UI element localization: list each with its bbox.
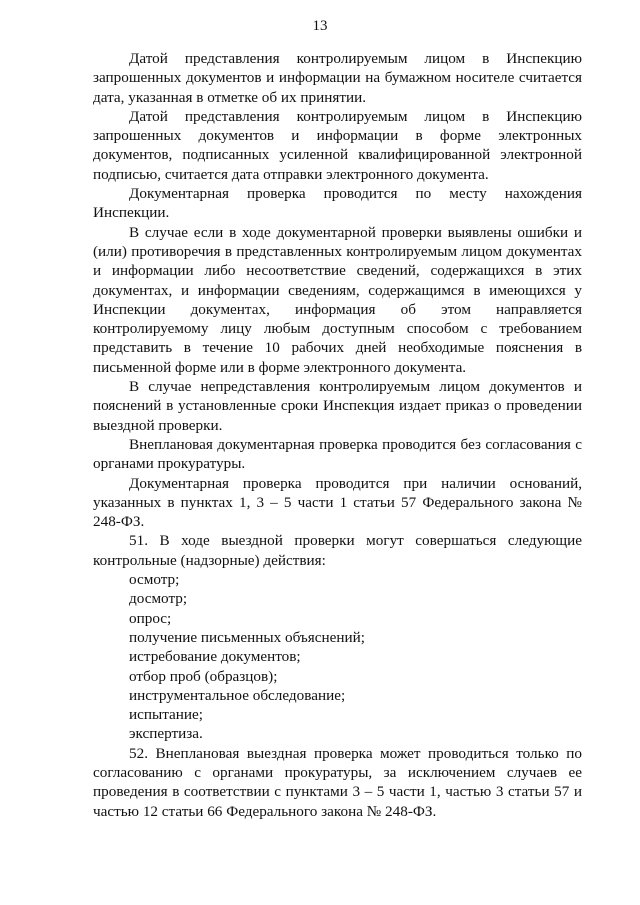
- action-list-item: истребование документов;: [129, 648, 301, 666]
- action-list-item: отбор проб (образцов);: [129, 667, 278, 685]
- paragraph-unscheduled-check: Внеплановая документарная проверка проводится без согласования с органами прокуратуры.: [93, 435, 582, 473]
- paragraph-errors-found: В случае если в ходе документарной проверки выявлены ошибки и (или) противоречия в представленных контролируемым лицом документах и информации либо несоответствие сведений, содержащихся в этих документах, и информации сведениям, содержащимся в имеющихся у Инспекции документах, информация об этом направляется контролируемому лицу любым доступным способом с требованием представить в течение 10 рабочих дней необходимые пояснения в письменной форме или в форме электронного документа.: [93, 223, 582, 376]
- paragraph-submission-paper: Датой представления контролируемым лицом в Инспекцию запрошенных документов и информации на бумажном носителе считается дата, указанная в отметке об их принятии.: [93, 50, 582, 106]
- paragraph-51-intro: 51. В ходе выездной проверки могут совершаться следующие контрольные (надзорные) действия:: [93, 532, 582, 569]
- paragraph-52: 52. Внеплановая выездная проверка может проводиться только по согласованию с органами прокуратуры, за исключением случаев ее проведения в соответствии с пунктами 3 – 5 части 1, частью 3 статьи 57 и частью 12 статьи 66 Федерального закона № 248-ФЗ.: [93, 744, 582, 820]
- paragraph-submission-electronic: Датой представления контролируемым лицом в Инспекцию запрошенных документов и информации в форме электронных документов, подписанных усиленной квалифицированной электронной подписью, считается дата отправки электронного документа.: [93, 107, 582, 183]
- page-number: 13: [312, 18, 328, 34]
- paragraph-grounds: Документарная проверка проводится при наличии оснований, указанных в пунктах 1, 3 – 5 части 1 статьи 57 Федерального закона № 248-ФЗ.: [93, 474, 582, 531]
- action-list-item: осмотр;: [129, 571, 180, 589]
- action-list-item: получение письменных объяснений;: [129, 628, 365, 646]
- document-body: [93, 49, 582, 821]
- action-list-item: экспертиза.: [129, 725, 203, 743]
- action-list-item: досмотр;: [129, 590, 188, 608]
- action-list-item: испытание;: [129, 706, 203, 724]
- action-list-item: инструментальное обследование;: [129, 686, 346, 704]
- paragraph-inspection-location: Документарная проверка проводится по месту нахождения Инспекции.: [93, 185, 582, 222]
- action-list-item: опрос;: [129, 609, 172, 627]
- paragraph-non-submission: В случае непредставления контролируемым лицом документов и пояснений в установленные сроки Инспекция издает приказ о проведении выездной проверки.: [93, 378, 582, 434]
